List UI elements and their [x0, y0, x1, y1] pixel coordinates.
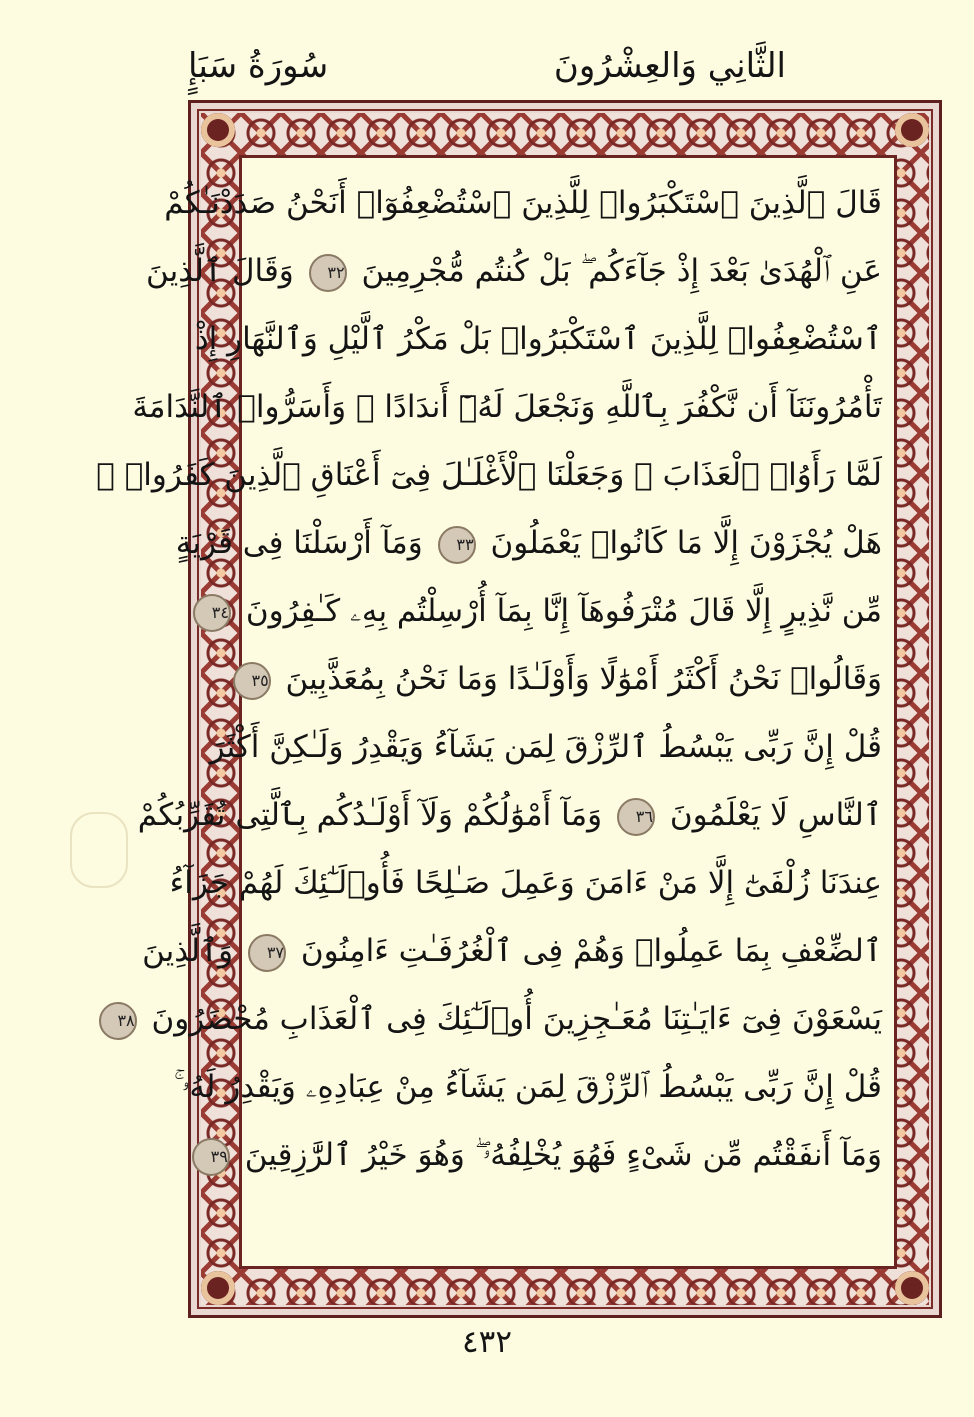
verse-text: وَقَالُوا۟ نَحْنُ أَكْثَرُ أَمْوَٰلًا وَأَوْلَـٰدًا وَمَا نَحْنُ بِمُعَذَّبِينَ: [285, 661, 882, 697]
verse-text: تَأْمُرُونَنَآ أَن نَّكْفُرَ بِٱللَّهِ وَنَجْعَلَ لَهُۥٓ أَندَادًا ۚ وَأَسَرُّوا۟ ٱلنَّدَامَةَ: [132, 389, 882, 425]
corner-rosette-icon: [201, 113, 235, 147]
verse-line: [146, 236, 882, 306]
corner-rosette-icon: [201, 1271, 235, 1305]
ayah-number-marker: ٣٨: [99, 1002, 137, 1040]
verse-text: وَمَآ أَنفَقْتُم مِّن شَىْءٍ فَهُوَ يُخْلِفُهُۥ ۖ وَهُوَ خَيْرُ ٱلرَّٰزِقِينَ: [244, 1137, 882, 1173]
verse-text: قُلْ إِنَّ رَبِّى يَبْسُطُ ٱلرِّزْقَ لِمَن يَشَآءُ مِنْ عِبَادِهِۦ وَيَقْدِرُ لَهُۥ ۚ: [173, 1069, 882, 1105]
ayah-number-marker: ٣٤: [193, 594, 231, 632]
verse-line: [210, 1120, 882, 1190]
verse-text: ٱلنَّاسِ لَا يَعْلَمُونَ: [669, 797, 882, 833]
margin-marker: [70, 812, 128, 888]
ayah-number-marker: ٣٢: [309, 254, 347, 292]
verse-line: [211, 576, 882, 646]
verse-text: وَمَآ أَمْوَٰلُكُمْ وَلَآ أَوْلَـٰدُكُم بِٱلَّتِى تُقَرِّبُكُمْ: [137, 797, 603, 833]
verse-text: قُلْ إِنَّ رَبِّى يَبْسُطُ ٱلرِّزْقَ لِمَن يَشَآءُ وَيَقْدِرُ وَلَـٰكِنَّ أَكْثَرَ: [209, 729, 882, 765]
ayah-number-marker: ٣٦: [617, 798, 655, 836]
verse-text: وَقَالَ ٱلَّذِينَ: [146, 253, 294, 289]
surah-name: سُورَةُ سَبَإٍ: [188, 46, 329, 86]
verse-text: ٱسْتُضْعِفُوا۟ لِلَّذِينَ ٱسْتَكْبَرُوا۟ بَلْ مَكْرُ ٱلَّيْلِ وَٱلنَّهَارِ إِذْ: [194, 321, 882, 357]
verse-line: [132, 372, 882, 442]
verse-text: وَٱلَّذِينَ: [142, 933, 234, 969]
verse-text: ٱلضِّعْفِ بِمَا عَمِلُوا۟ وَهُمْ فِى ٱلْغُرُفَـٰتِ ءَامِنُونَ: [300, 933, 882, 969]
juz-name: الثَّانِي وَالعِشْرُونَ: [553, 46, 786, 86]
verse-text: هَلْ يُجْزَوْنَ إِلَّا مَا كَانُوا۟ يَعْمَلُونَ: [490, 525, 882, 561]
ayah-number-marker: ٣٧: [248, 934, 286, 972]
verse-line: [251, 644, 882, 714]
verse-line: [169, 848, 882, 918]
verse-text: قَالَ ٱلَّذِينَ ٱسْتَكْبَرُوا۟ لِلَّذِينَ ٱسْتُضْعِفُوٓا۟ أَنَحْنُ صَدَدْنَـٰكُمْ: [164, 185, 882, 221]
verse-text: وَمَآ أَرْسَلْنَا فِى قَرْيَةٍ: [175, 525, 423, 561]
ornamental-frame: [96, 100, 942, 1318]
verse-text: يَسْعَوْنَ فِىٓ ءَايَـٰتِنَا مُعَـٰجِزِينَ أُو۟لَـٰٓئِكَ فِى ٱلْعَذَابِ مُحْضَرُونَ: [151, 1001, 882, 1037]
verse-line: [173, 1052, 882, 1122]
verse-line: [175, 508, 882, 578]
page-header: [188, 38, 786, 100]
verse-line: [194, 304, 882, 374]
corner-rosette-icon: [895, 113, 929, 147]
corner-rosette-icon: [895, 1271, 929, 1305]
verse-text: لَمَّا رَأَوُا۟ ٱلْعَذَابَ ۚ وَجَعَلْنَا ٱلْأَغْلَـٰلَ فِىٓ أَعْنَاقِ ٱلَّذِينَ كَفَرُوا۟ ۚ: [96, 457, 882, 493]
ayah-number-marker: ٣٣: [438, 526, 476, 564]
verse-line: [164, 168, 882, 238]
verse-text: عَنِ ٱلْهُدَىٰ بَعْدَ إِذْ جَآءَكُم ۖ بَلْ كُنتُم مُّجْرِمِينَ: [361, 253, 882, 289]
ayah-number-marker: ٣٥: [233, 662, 271, 700]
verse-line: [96, 440, 882, 510]
ayah-number-marker: ٣٩: [192, 1138, 230, 1176]
verse-text: عِندَنَا زُلْفَىٰٓ إِلَّا مَنْ ءَامَنَ وَعَمِلَ صَـٰلِحًا فَأُو۟لَـٰٓئِكَ لَهُمْ جَزَآءُ: [169, 865, 882, 901]
verse-text: مِّن نَّذِيرٍ إِلَّا قَالَ مُتْرَفُوهَآ إِنَّا بِمَآ أُرْسِلْتُم بِهِۦ كَـٰفِرُونَ: [245, 593, 882, 629]
verse-line: [137, 780, 882, 850]
verse-line: [117, 984, 882, 1054]
page-number: ٤٣٢: [462, 1324, 512, 1360]
quran-text-area: [96, 155, 897, 1269]
verse-line: [209, 712, 882, 782]
verse-line: [142, 916, 882, 986]
